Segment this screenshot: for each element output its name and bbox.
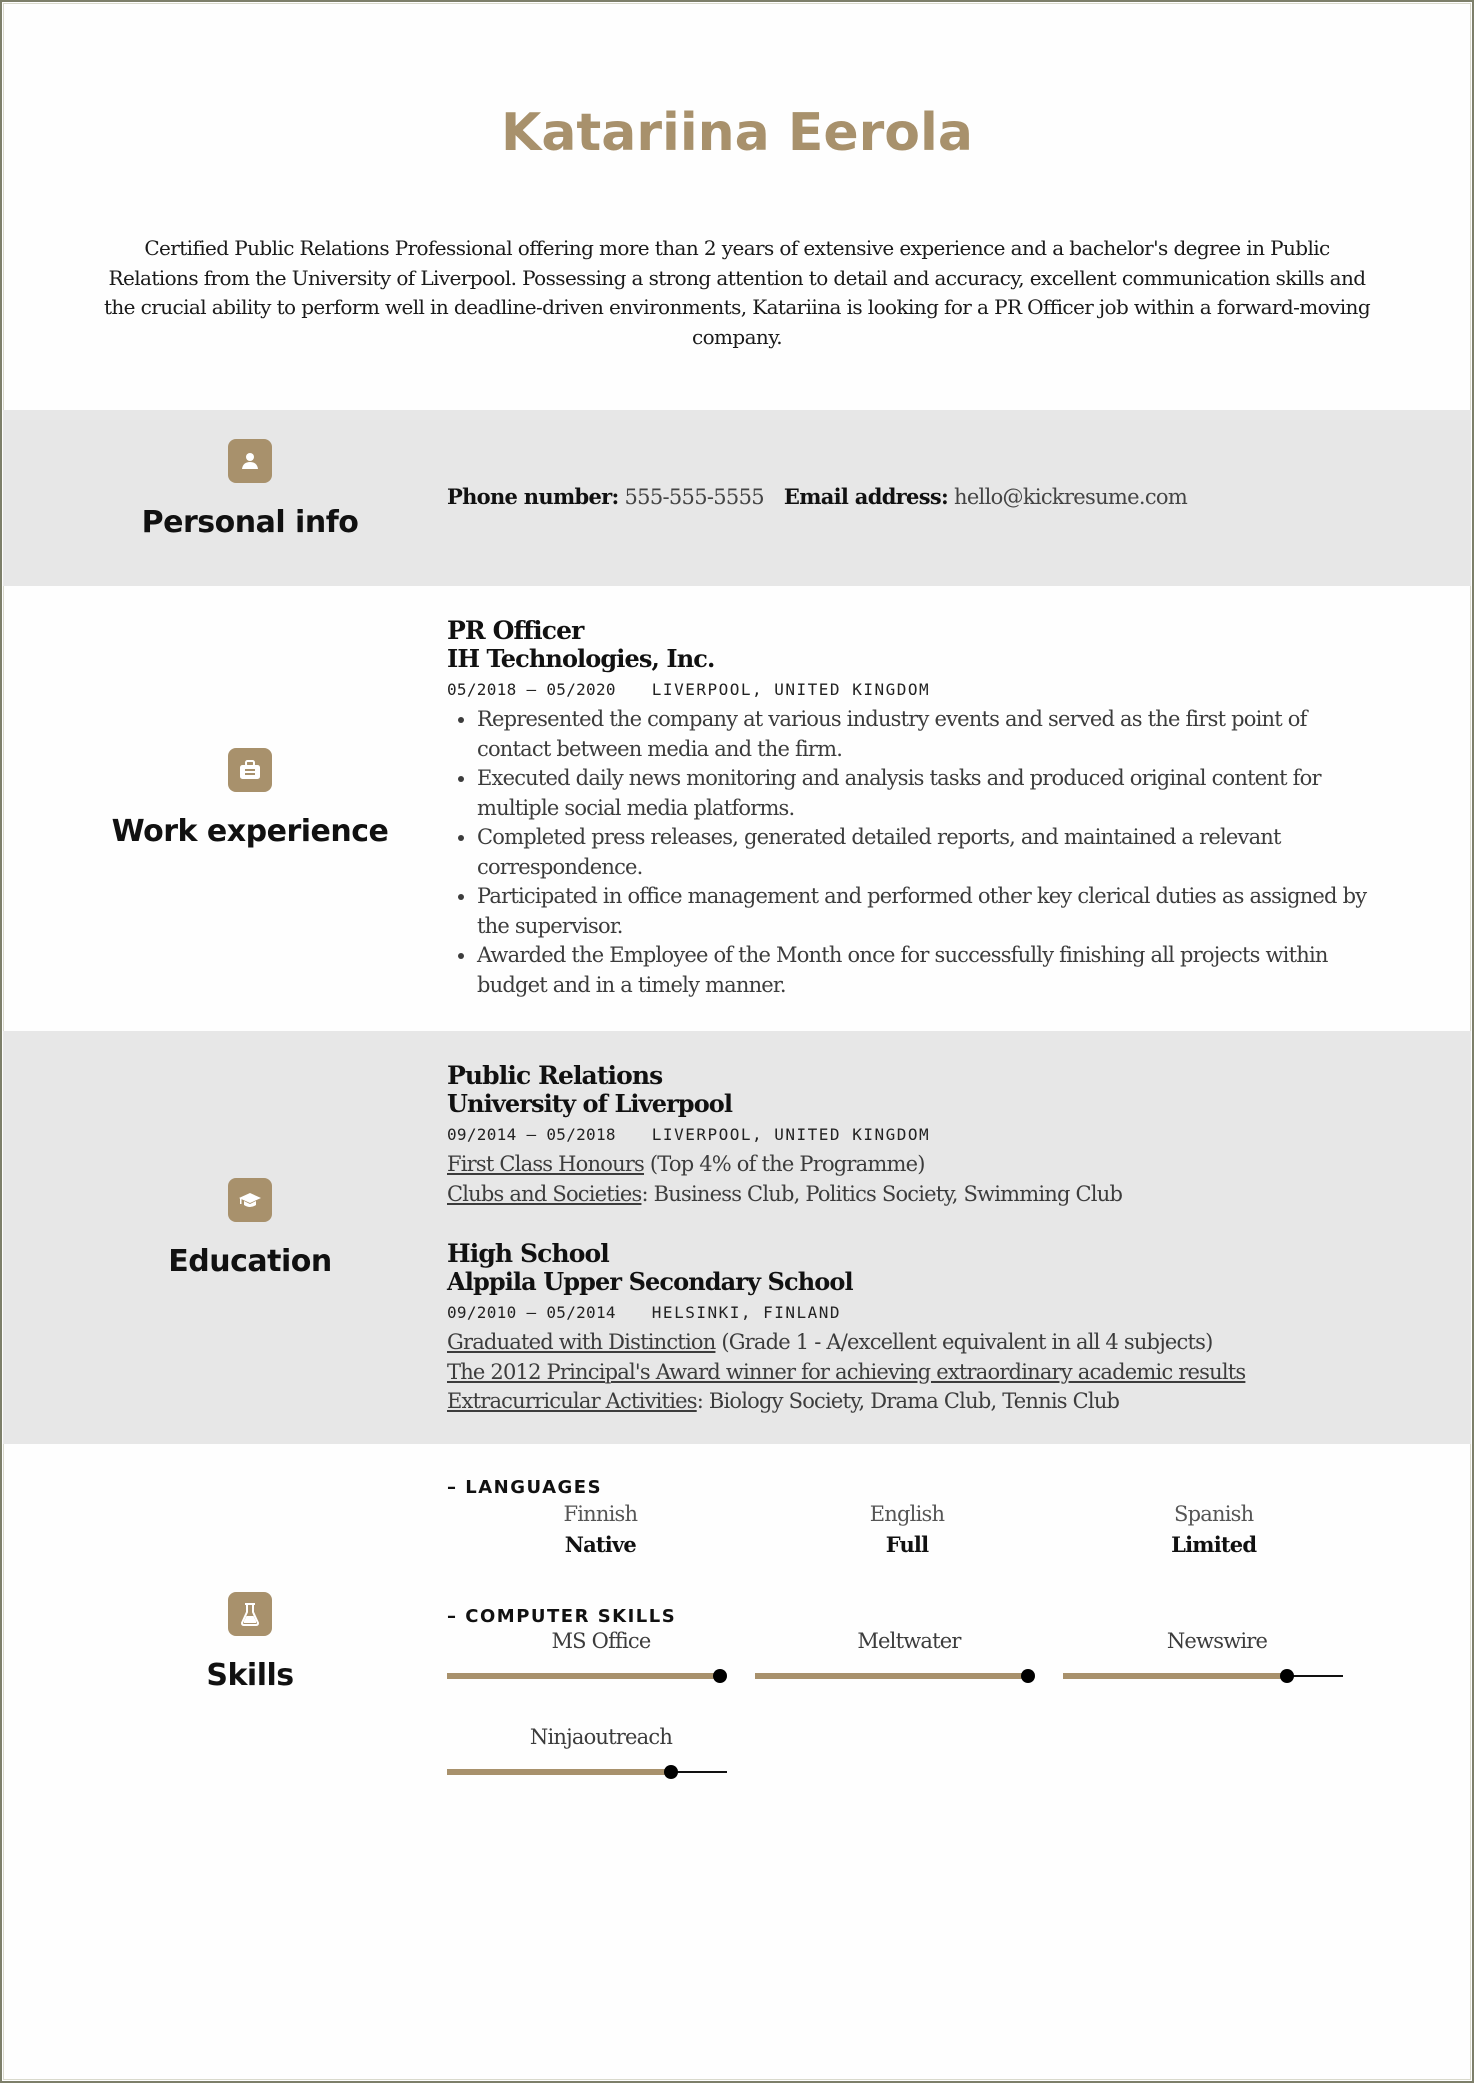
job-bullet: • Executed daily news monitoring and analysis tasks and produced original content for multiple social media platforms. <box>477 764 1367 823</box>
education-detail <box>447 1358 1367 1388</box>
personal-info-heading <box>100 439 400 540</box>
language-level: Full <box>885 1531 929 1557</box>
detail-text: : Biology Society, Drama Club, Tennis Club <box>696 1389 1120 1413</box>
skill-bar <box>447 1669 727 1683</box>
bar-knob <box>1280 1669 1294 1683</box>
education-entry <box>447 1061 1367 1209</box>
detail-label: First Class Honours <box>447 1152 645 1176</box>
detail-text: : Business Club, Politics Society, Swimming Club <box>641 1181 1123 1206</box>
bar-knob <box>713 1669 727 1683</box>
skill-name: Ninjaoutreach <box>529 1725 673 1749</box>
job-bullet: • Completed press releases, generated detailed reports, and maintained a relevant correspondence. <box>477 823 1367 882</box>
candidate-name: Katariina Eerola <box>501 103 973 163</box>
email-value[interactable]: hello@kickresume.com <box>954 485 1188 509</box>
bar-fill <box>447 1673 720 1679</box>
education-dates: 09/2014 — 05/2018 <box>447 1125 616 1144</box>
section-title: Education <box>168 1244 332 1279</box>
education-location: HELSINKI, FINLAND <box>651 1303 842 1322</box>
section-title: Personal info <box>141 505 359 540</box>
skills-section <box>3 1444 1471 1864</box>
detail-label: The 2012 Principal's Award winner for achieving extraordinary academic results <box>447 1359 1246 1384</box>
education-detail <box>447 1150 1367 1180</box>
job-bullet: • Represented the company at various industry events and served as the first point of contact between media and the firm. <box>477 705 1367 764</box>
skill-item <box>447 1627 755 1683</box>
job-bullet: • Awarded the Employee of the Month once for successfully finishing all projects within budget and in a timely manner. <box>477 941 1367 1000</box>
section-title: Skills <box>206 1658 294 1693</box>
flask-icon <box>228 1592 272 1636</box>
detail-label: Clubs and Societies <box>447 1181 642 1206</box>
education-dates: 09/2010 — 05/2014 <box>447 1303 616 1322</box>
language-item <box>754 1500 1061 1559</box>
bar-fill <box>755 1673 1028 1679</box>
skills-content <box>447 1477 1367 1779</box>
section-title: Work experience <box>111 814 389 849</box>
school: University of Liverpool <box>447 1089 733 1118</box>
education-detail <box>447 1387 1367 1417</box>
bar-fill <box>1063 1673 1287 1679</box>
education-heading <box>100 1178 400 1279</box>
detail-label: Graduated with Distinction <box>447 1330 716 1354</box>
detail-text: (Grade 1 - A/excellent equivalent in all 4 subjects) <box>715 1330 1213 1354</box>
job-entry <box>447 616 1367 1000</box>
education-meta <box>447 1302 1367 1324</box>
summary-paragraph: Certified Public Relations Professional offering more than 2 years of extensive experience and a bachelor's degree in Public Relations from the University of Liverpool. Possessing a strong attention to detail and accuracy, excellent communication skills and the crucial ability to perform well in deadline-driven environments, Katariina is looking for a PR Officer job within a forward-moving company. <box>103 236 1371 349</box>
work-experience-heading <box>100 748 400 849</box>
school: Alppila Upper Secondary School <box>447 1267 853 1296</box>
user-icon <box>228 439 272 483</box>
bar-knob <box>664 1765 678 1779</box>
degree: Public Relations <box>447 1061 663 1090</box>
bar-knob <box>1021 1669 1035 1683</box>
computer-skills-list <box>447 1627 1387 1779</box>
graduation-cap-icon <box>228 1178 272 1222</box>
skill-bar <box>1063 1669 1343 1683</box>
language-item <box>447 1500 754 1559</box>
languages-heading: – LANGUAGES <box>447 1477 603 1498</box>
education-detail <box>447 1180 1367 1210</box>
skill-name: MS Office <box>551 1629 651 1653</box>
education-detail <box>447 1328 1367 1358</box>
language-name: Spanish <box>1174 1502 1254 1526</box>
job-dates: 05/2018 — 05/2020 <box>447 680 616 699</box>
education-entry <box>447 1239 1367 1417</box>
skill-bar <box>447 1765 727 1779</box>
skills-heading <box>100 1592 400 1693</box>
skill-bar <box>755 1669 1035 1683</box>
detail-text: (Top 4% of the Programme) <box>644 1152 925 1176</box>
job-company: IH Technologies, Inc. <box>447 644 715 673</box>
job-title: PR Officer <box>447 616 584 645</box>
education-meta <box>447 1124 1367 1146</box>
phone-label: Phone number: <box>447 484 619 509</box>
bar-fill <box>447 1769 671 1775</box>
skill-item <box>755 1627 1063 1683</box>
phone-value: 555-555-5555 <box>624 485 764 509</box>
languages-list <box>447 1500 1367 1559</box>
job-location: LIVERPOOL, UNITED KINGDOM <box>651 680 931 699</box>
language-item <box>1060 1500 1367 1559</box>
briefcase-icon <box>228 748 272 792</box>
email-label: Email address: <box>783 484 949 509</box>
degree: High School <box>447 1239 609 1268</box>
personal-info-section <box>3 410 1471 586</box>
education-location: LIVERPOOL, UNITED KINGDOM <box>651 1125 931 1144</box>
work-experience-section <box>3 586 1471 1031</box>
language-level: Limited <box>1171 1531 1257 1557</box>
skill-item <box>1063 1627 1371 1683</box>
contact-info <box>447 484 1367 509</box>
computer-skills-heading: – COMPUTER SKILLS <box>447 1606 677 1627</box>
job-bullet: • Participated in office management and performed other key clerical duties as assigned by the supervisor. <box>477 882 1367 941</box>
language-name: English <box>869 1502 945 1526</box>
detail-label: Extracurricular Activities <box>447 1389 697 1413</box>
language-name: Finnish <box>563 1502 638 1526</box>
skill-name: Meltwater <box>857 1629 961 1653</box>
job-bullets <box>447 705 1367 1000</box>
job-meta <box>447 679 1367 701</box>
skill-name: Newswire <box>1166 1629 1268 1653</box>
education-section <box>3 1031 1471 1444</box>
skill-item <box>447 1723 755 1779</box>
language-level: Native <box>564 1531 636 1557</box>
